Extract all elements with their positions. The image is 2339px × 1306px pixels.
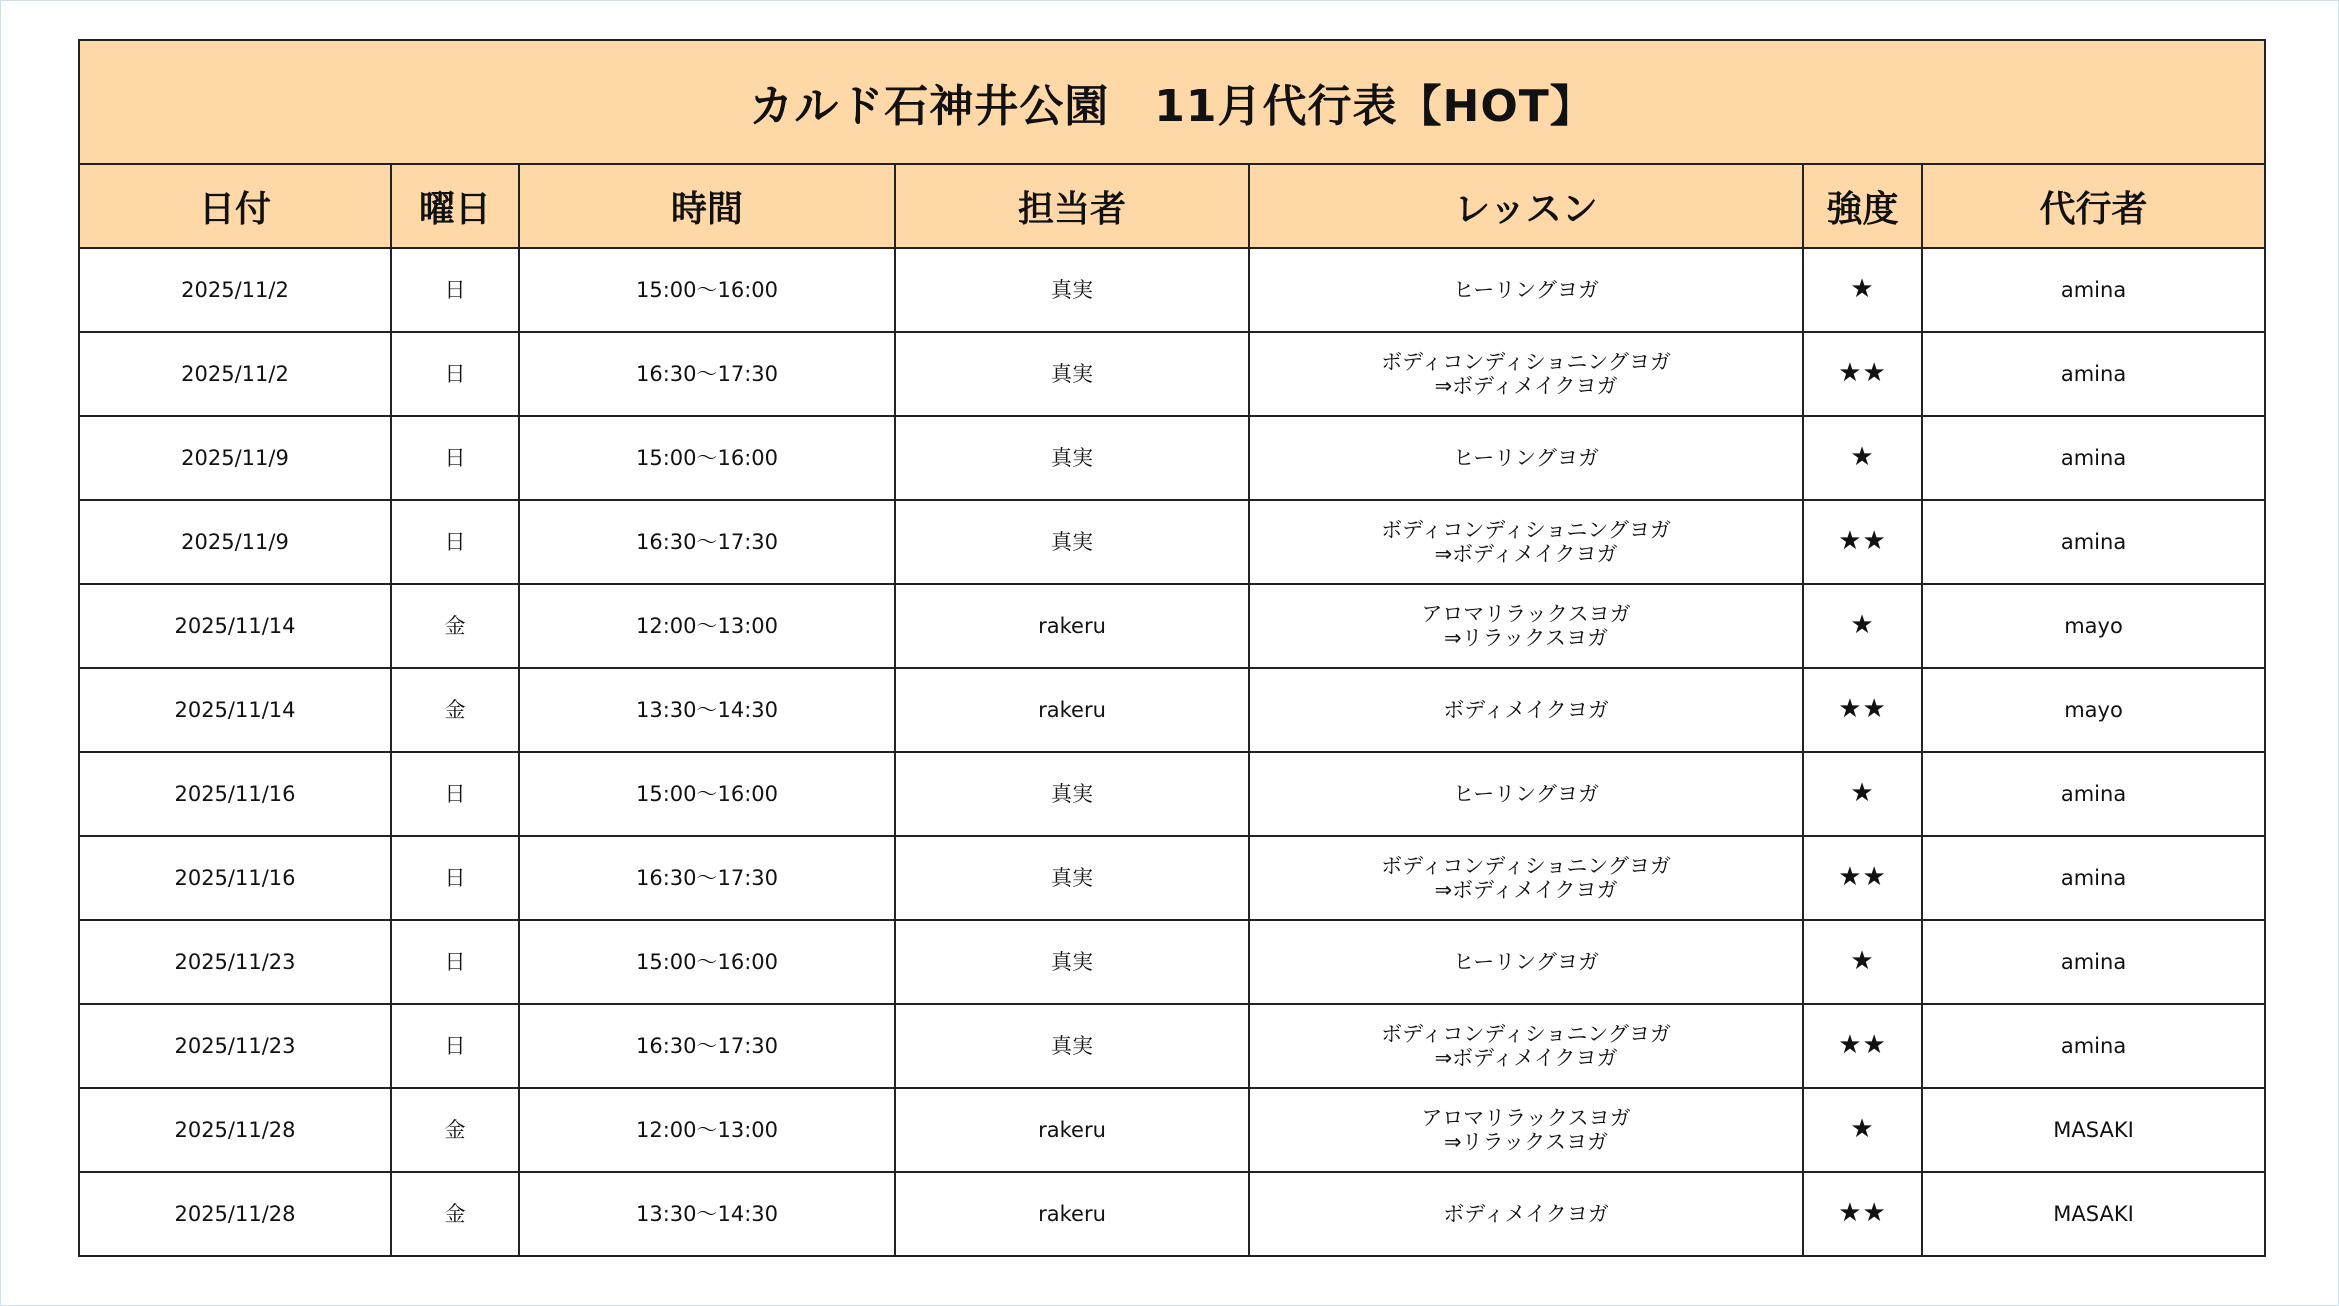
- cell-substitute: amina: [1922, 752, 2265, 836]
- cell-teacher: 真実: [895, 416, 1249, 500]
- cell-teacher: 真実: [895, 500, 1249, 584]
- cell-intensity: ★: [1803, 1088, 1922, 1172]
- cell-intensity: ★: [1803, 752, 1922, 836]
- cell-date: 2025/11/9: [79, 416, 391, 500]
- col-header-substitute: 代行者: [1922, 164, 2265, 248]
- cell-intensity: ★★: [1803, 500, 1922, 584]
- cell-day: 日: [391, 332, 519, 416]
- table-row: [79, 920, 2265, 1004]
- cell-time: 13:30〜14:30: [519, 668, 895, 752]
- cell-day: 日: [391, 1004, 519, 1088]
- cell-teacher: rakeru: [895, 1172, 1249, 1256]
- cell-teacher: 真実: [895, 836, 1249, 920]
- cell-intensity: ★★: [1803, 836, 1922, 920]
- table-row: [79, 332, 2265, 416]
- cell-date: 2025/11/23: [79, 920, 391, 1004]
- cell-intensity: ★: [1803, 584, 1922, 668]
- cell-day: 日: [391, 500, 519, 584]
- cell-time: 15:00〜16:00: [519, 248, 895, 332]
- cell-substitute: amina: [1922, 1004, 2265, 1088]
- lesson-line: アロマリラックスヨガ: [1421, 1105, 1631, 1130]
- table-row: [79, 1088, 2265, 1172]
- cell-date: 2025/11/14: [79, 668, 391, 752]
- cell-date: 2025/11/28: [79, 1172, 391, 1256]
- cell-lesson: [1249, 584, 1803, 668]
- lesson-line: ⇒ボディメイクヨガ: [1434, 878, 1618, 902]
- cell-teacher: rakeru: [895, 584, 1249, 668]
- cell-date: 2025/11/2: [79, 248, 391, 332]
- cell-lesson: [1249, 332, 1803, 416]
- cell-substitute: amina: [1922, 836, 2265, 920]
- cell-time: 16:30〜17:30: [519, 1004, 895, 1088]
- col-header-date: 日付: [79, 164, 391, 248]
- cell-lesson: [1249, 248, 1803, 332]
- table-row: [79, 752, 2265, 836]
- cell-date: 2025/11/9: [79, 500, 391, 584]
- cell-teacher: 真実: [895, 248, 1249, 332]
- cell-date: 2025/11/16: [79, 752, 391, 836]
- cell-substitute: amina: [1922, 416, 2265, 500]
- lesson-line: ヒーリングヨガ: [1453, 949, 1599, 974]
- cell-time: 16:30〜17:30: [519, 500, 895, 584]
- cell-date: 2025/11/2: [79, 332, 391, 416]
- cell-date: 2025/11/23: [79, 1004, 391, 1088]
- table-row: [79, 500, 2265, 584]
- lesson-line: ⇒ボディメイクヨガ: [1434, 542, 1618, 566]
- cell-lesson: [1249, 416, 1803, 500]
- lesson-line: ⇒リラックスヨガ: [1444, 626, 1608, 650]
- cell-substitute: mayo: [1922, 668, 2265, 752]
- cell-intensity: ★: [1803, 248, 1922, 332]
- cell-lesson: [1249, 752, 1803, 836]
- col-header-lesson: レッスン: [1249, 164, 1803, 248]
- table-row: [79, 836, 2265, 920]
- cell-substitute: MASAKI: [1922, 1172, 2265, 1256]
- lesson-line: ヒーリングヨガ: [1453, 781, 1599, 806]
- cell-lesson: [1249, 668, 1803, 752]
- cell-time: 15:00〜16:00: [519, 920, 895, 1004]
- cell-time: 16:30〜17:30: [519, 836, 895, 920]
- cell-substitute: MASAKI: [1922, 1088, 2265, 1172]
- cell-time: 15:00〜16:00: [519, 416, 895, 500]
- table-row: [79, 248, 2265, 332]
- cell-time: 13:30〜14:30: [519, 1172, 895, 1256]
- cell-day: 日: [391, 416, 519, 500]
- cell-day: 金: [391, 584, 519, 668]
- table-row: [79, 1172, 2265, 1256]
- lesson-line: ボディコンディショニングヨガ: [1381, 853, 1671, 878]
- cell-teacher: rakeru: [895, 668, 1249, 752]
- cell-intensity: ★: [1803, 920, 1922, 1004]
- cell-substitute: amina: [1922, 332, 2265, 416]
- cell-lesson: [1249, 836, 1803, 920]
- lesson-line: ヒーリングヨガ: [1453, 445, 1599, 470]
- cell-time: 12:00〜13:00: [519, 584, 895, 668]
- cell-substitute: mayo: [1922, 584, 2265, 668]
- cell-day: 日: [391, 836, 519, 920]
- cell-teacher: 真実: [895, 1004, 1249, 1088]
- lesson-line: ⇒ボディメイクヨガ: [1434, 1046, 1618, 1070]
- lesson-line: ボディコンディショニングヨガ: [1381, 517, 1671, 542]
- lesson-line: ボディメイクヨガ: [1443, 1201, 1609, 1226]
- cell-intensity: ★★: [1803, 668, 1922, 752]
- cell-teacher: 真実: [895, 332, 1249, 416]
- lesson-line: ボディコンディショニングヨガ: [1381, 1021, 1671, 1046]
- table-row: [79, 416, 2265, 500]
- lesson-line: ヒーリングヨガ: [1453, 277, 1599, 302]
- cell-day: 日: [391, 920, 519, 1004]
- cell-day: 日: [391, 248, 519, 332]
- title-row: [79, 40, 2265, 164]
- table-row: [79, 1004, 2265, 1088]
- cell-intensity: ★: [1803, 416, 1922, 500]
- col-header-intensity: 強度: [1803, 164, 1922, 248]
- cell-day: 金: [391, 1088, 519, 1172]
- col-header-teacher: 担当者: [895, 164, 1249, 248]
- cell-teacher: rakeru: [895, 1088, 1249, 1172]
- col-header-time: 時間: [519, 164, 895, 248]
- cell-intensity: ★★: [1803, 1004, 1922, 1088]
- cell-intensity: ★★: [1803, 332, 1922, 416]
- cell-date: 2025/11/16: [79, 836, 391, 920]
- col-header-day: 曜日: [391, 164, 519, 248]
- cell-substitute: amina: [1922, 500, 2265, 584]
- cell-day: 日: [391, 752, 519, 836]
- lesson-line: ⇒リラックスヨガ: [1444, 1130, 1608, 1154]
- cell-substitute: amina: [1922, 920, 2265, 1004]
- cell-lesson: [1249, 920, 1803, 1004]
- cell-lesson: [1249, 1004, 1803, 1088]
- lesson-line: アロマリラックスヨガ: [1421, 601, 1631, 626]
- cell-teacher: 真実: [895, 920, 1249, 1004]
- table-row: [79, 668, 2265, 752]
- cell-lesson: [1249, 1088, 1803, 1172]
- schedule-table: [78, 39, 2266, 1257]
- header-row: [79, 164, 2265, 248]
- lesson-line: ⇒ボディメイクヨガ: [1434, 374, 1618, 398]
- cell-time: 16:30〜17:30: [519, 332, 895, 416]
- lesson-line: ボディメイクヨガ: [1443, 697, 1609, 722]
- cell-day: 金: [391, 1172, 519, 1256]
- cell-date: 2025/11/14: [79, 584, 391, 668]
- cell-time: 12:00〜13:00: [519, 1088, 895, 1172]
- table-title: カルド石神井公園 11月代行表【HOT】: [79, 40, 2265, 164]
- cell-date: 2025/11/28: [79, 1088, 391, 1172]
- cell-time: 15:00〜16:00: [519, 752, 895, 836]
- cell-lesson: [1249, 500, 1803, 584]
- cell-intensity: ★★: [1803, 1172, 1922, 1256]
- table-row: [79, 584, 2265, 668]
- cell-lesson: [1249, 1172, 1803, 1256]
- lesson-line: ボディコンディショニングヨガ: [1381, 349, 1671, 374]
- cell-teacher: 真実: [895, 752, 1249, 836]
- cell-day: 金: [391, 668, 519, 752]
- cell-substitute: amina: [1922, 248, 2265, 332]
